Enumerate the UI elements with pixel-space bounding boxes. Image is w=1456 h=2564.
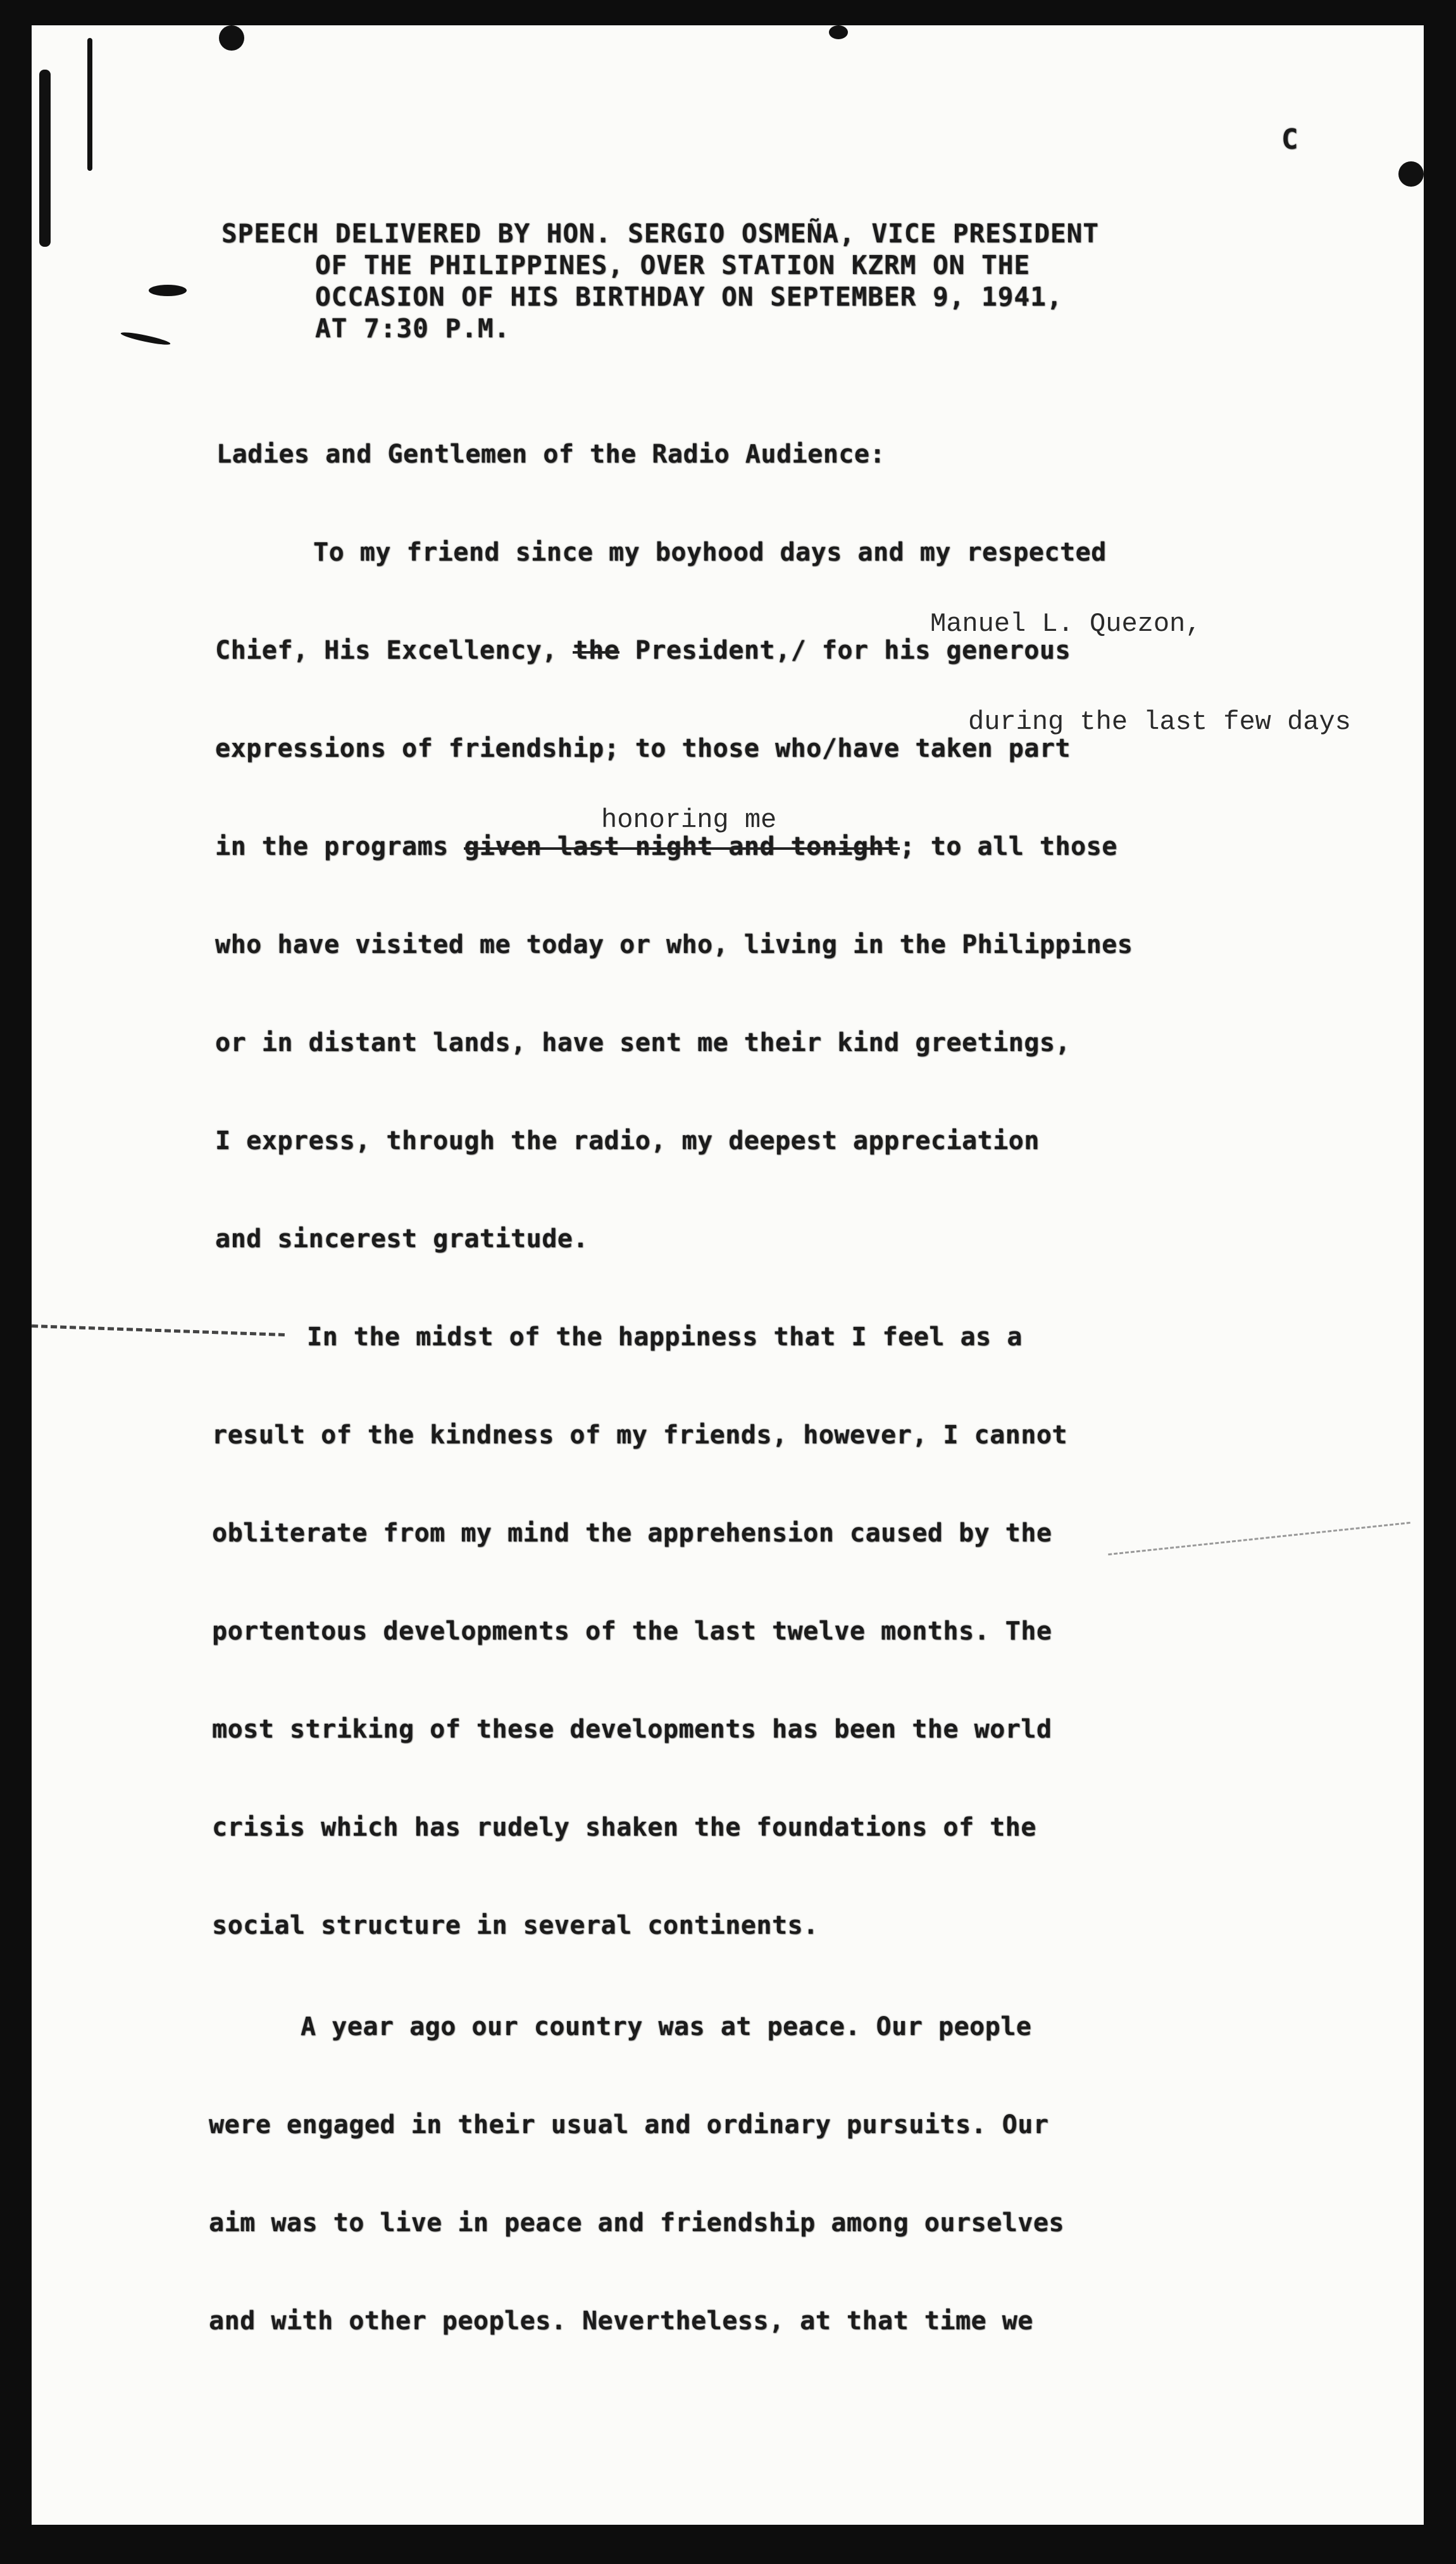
- ink-blot: [219, 25, 244, 51]
- paragraph-line: who have visited me today or who, living in the Philippines: [215, 930, 1133, 959]
- text-segment: ; to all those: [899, 832, 1117, 861]
- ink-blot: [39, 70, 51, 247]
- insertion-text: Manuel L. Quezon,: [930, 609, 1202, 639]
- paragraph-line: or in distant lands, have sent me their kind greetings,: [215, 1028, 1071, 1057]
- document-page: [32, 25, 1424, 2525]
- paragraph-line: were engaged in their usual and ordinary pursuits. Our: [209, 2110, 1049, 2139]
- ink-blot: [87, 38, 92, 171]
- paragraph-line: aim was to live in peace and friendship among ourselves: [209, 2208, 1065, 2237]
- paragraph-line: expressions of friendship; to those who/have taken part: [215, 734, 1071, 763]
- paragraph-line: social structure in several continents.: [212, 1911, 819, 1940]
- paragraph-line: and with other peoples. Nevertheless, at that time we: [209, 2306, 1033, 2336]
- paragraph-line: [215, 832, 1117, 861]
- paragraph-line: result of the kindness of my friends, however, I cannot: [212, 1421, 1068, 1450]
- paragraph-line: [215, 636, 1071, 665]
- paragraph-line: A year ago our country was at peace. Our people: [301, 2012, 1032, 2041]
- insertion-text: during the last few days: [968, 707, 1351, 737]
- salutation: Ladies and Gentlemen of the Radio Audience:: [216, 440, 886, 469]
- page-corner-mark: C: [1281, 123, 1298, 156]
- document-title-line: SPEECH DELIVERED BY HON. SERGIO OSMEÑA, VICE PRESIDENT: [221, 218, 1099, 249]
- paragraph-line: obliterate from my mind the apprehension caused by the: [212, 1519, 1052, 1548]
- document-title-line: OCCASION OF HIS BIRTHDAY ON SEPTEMBER 9, 1941,: [315, 282, 1063, 312]
- paragraph-line: most striking of these developments has been the world: [212, 1715, 1052, 1744]
- paragraph-line: In the midst of the happiness that I feel as a: [307, 1322, 1023, 1352]
- paragraph-line: crisis which has rudely shaken the foundations of the: [212, 1813, 1036, 1842]
- document-title-line: AT 7:30 P.M.: [315, 313, 511, 344]
- text-segment: in the programs: [215, 832, 449, 861]
- ink-blot: [829, 25, 848, 39]
- tear-line: [1108, 1522, 1410, 1555]
- ink-blot: [1398, 161, 1424, 187]
- struck-text: given last night and tonight: [464, 832, 900, 861]
- paragraph-line: To my friend since my boyhood days and my respected: [313, 538, 1107, 567]
- insertion-text: honoring me: [601, 805, 777, 835]
- ink-blot: [149, 285, 187, 296]
- tear-line: [32, 1324, 285, 1336]
- ink-blot: [120, 330, 171, 347]
- paragraph-line: portentous developments of the last twelve months. The: [212, 1617, 1052, 1646]
- document-title-line: OF THE PHILIPPINES, OVER STATION KZRM ON THE: [315, 250, 1031, 280]
- text-segment: Chief, His Excellency,: [215, 636, 557, 665]
- paragraph-line: I express, through the radio, my deepest appreciation: [215, 1126, 1040, 1155]
- struck-text: the: [573, 636, 620, 665]
- paragraph-line: and sincerest gratitude.: [215, 1224, 588, 1254]
- text-segment: President,/ for his generous: [635, 636, 1071, 665]
